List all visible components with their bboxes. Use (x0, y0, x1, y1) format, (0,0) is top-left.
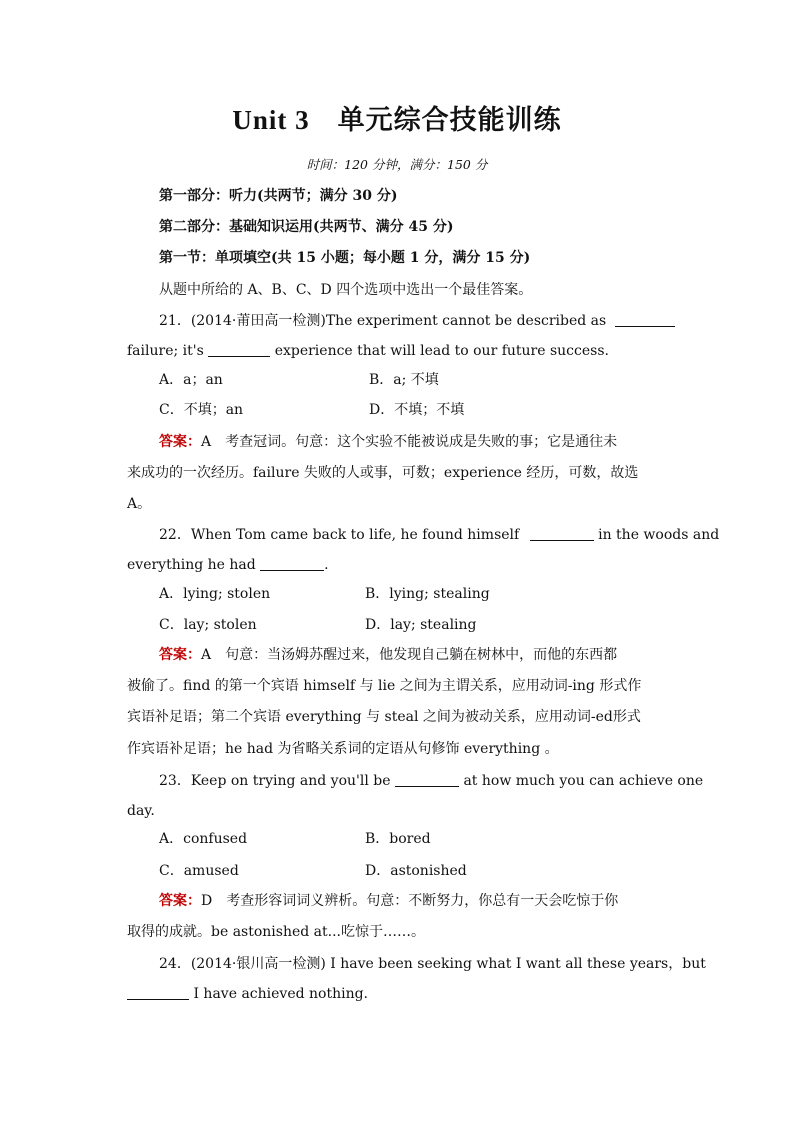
question-22-text: in the woods and (598, 527, 720, 543)
answer-blank (260, 556, 324, 571)
instruction-text: 从题中所给的 A、B、C、D 四个选项中选出一个最佳答案。 (159, 282, 533, 298)
question-22-answer (159, 646, 680, 664)
question-22-option-c: C．lay; stolen (159, 617, 257, 633)
question-23-text: at how much you can achieve one (463, 773, 704, 789)
section-heading-listening: 第一部分：听力(共两节；满分 30 分) (159, 188, 398, 204)
answer-blank (615, 312, 675, 327)
answer-label: 答案： (159, 647, 201, 663)
question-23-option-a: A．confused (159, 831, 248, 847)
answer-label: 答案： (159, 434, 201, 450)
question-22-text: everything he had (127, 557, 256, 573)
question-21-option-b: B．a; 不填 (369, 372, 439, 388)
question-21-answer-line-3: A。 (127, 496, 152, 512)
answer-blank (395, 772, 459, 787)
question-23-line-1 (159, 772, 704, 790)
answer-text: A 句意：当汤姆苏醒过来，他发现自己躺在树林中，而他的东西都 (201, 647, 618, 663)
answer-blank (127, 985, 189, 1000)
question-22-text: 22．When Tom came back to life, he found himself (159, 527, 520, 543)
question-24-text: I have achieved nothing. (193, 986, 369, 1002)
question-21-text: experience that will lead to our future success. (274, 343, 609, 359)
question-21-text: 21．(2014·莆田高一检测)The experiment cannot be described as (159, 313, 607, 329)
exam-time-info: 时间：120 分钟，满分：150 分 (306, 157, 488, 172)
question-21-line-1 (159, 312, 680, 330)
answer-text: A 考查冠词。句意：这个实验不能被说成是失败的事；它是通往未 (201, 434, 618, 450)
question-23-option-d: D．astonished (365, 863, 467, 879)
question-22-line-2 (127, 556, 680, 574)
section-heading-basics: 第二部分：基础知识运用(共两节、满分 45 分) (159, 219, 454, 235)
page-title: Unit 3 单元综合技能训练 (232, 105, 562, 135)
section-heading-single-choice: 第一节：单项填空(共 15 小题；每小题 1 分，满分 15 分) (159, 250, 531, 266)
question-22-option-a: A．lying; stolen (159, 586, 271, 602)
answer-blank (530, 526, 594, 541)
question-24-line-1: 24．(2014·银川高一检测) I have been seeking what I want all these years，but (159, 956, 706, 972)
question-22-option-d: D．lay; stealing (365, 617, 477, 633)
question-23-answer-line-2: 取得的成就。be astonished at...吃惊于……。 (127, 924, 425, 940)
question-22-option-b: B．lying; stealing (365, 586, 490, 602)
question-21-option-a: A．a；an (159, 372, 223, 388)
question-22-answer-line-2: 被偷了。find 的第一个宾语 himself 与 lie 之间为主谓关系，应用动词-ing 形式作 (127, 678, 642, 694)
question-21-option-c: C．不填；an (159, 402, 244, 418)
question-23-text: 23．Keep on trying and you'll be (159, 773, 391, 789)
answer-blank (208, 342, 270, 357)
question-21-line-2 (127, 342, 680, 360)
question-23-option-b: B．bored (365, 831, 431, 847)
question-24-line-2 (127, 985, 680, 1003)
question-22-answer-line-3: 宾语补足语；第二个宾语 everything 与 steal 之间为被动关系，应用动词-ed形式 (127, 709, 641, 725)
question-23-answer (159, 892, 680, 910)
answer-text: D 考查形容词词义辨析。句意：不断努力，你总有一天会吃惊于你 (201, 893, 619, 909)
question-22-answer-line-4: 作宾语补足语；he had 为省略关系词的定语从句修饰 everything 。 (127, 741, 559, 757)
question-21-answer-line-2: 来成功的一次经历。failure 失败的人或事，可数；experience 经历，可数，故选 (127, 465, 639, 481)
answer-label: 答案： (159, 893, 201, 909)
question-22-text: . (324, 557, 329, 573)
question-21-answer (159, 433, 680, 451)
question-22-line-1 (159, 526, 720, 544)
question-21-text: failure; it's (127, 343, 204, 359)
question-23-line-2: day. (127, 803, 155, 819)
question-21-option-d: D．不填；不填 (369, 402, 465, 418)
question-23-option-c: C．amused (159, 863, 239, 879)
